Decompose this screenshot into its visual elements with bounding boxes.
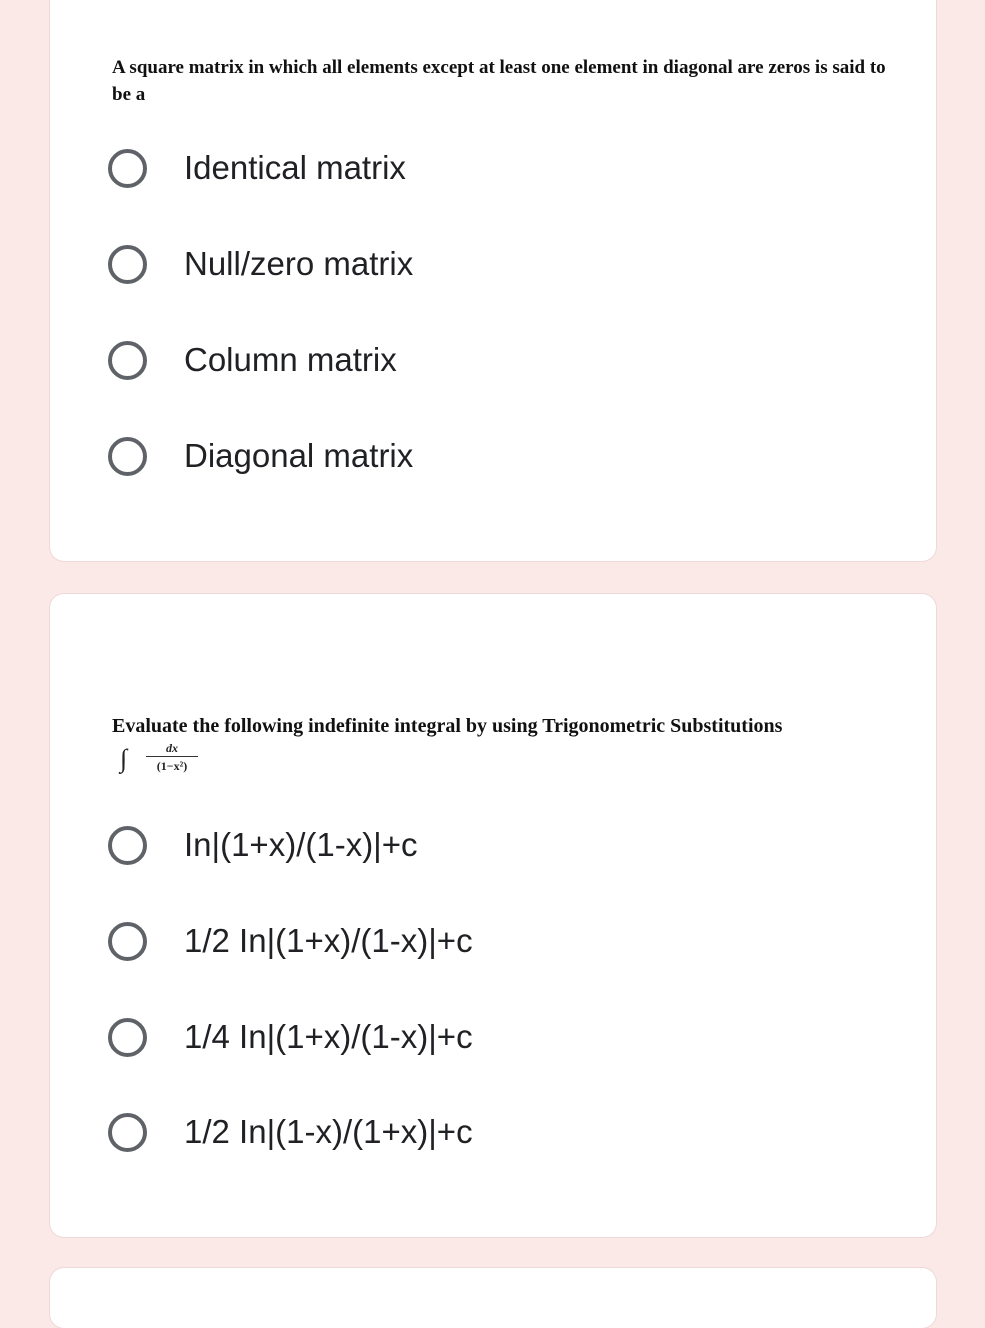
option-label: Identical matrix	[184, 149, 406, 186]
radio-button-icon[interactable]	[108, 922, 147, 961]
formula-fraction	[142, 740, 202, 775]
formula-denominator: (1−x²)	[156, 759, 188, 773]
q1-option-column-matrix[interactable]	[108, 335, 868, 385]
radio-button-icon[interactable]	[108, 1018, 147, 1057]
q1-option-diagonal-matrix[interactable]	[108, 431, 868, 481]
radio-button-icon[interactable]	[108, 245, 147, 284]
q1-option-identical-matrix[interactable]	[108, 143, 868, 193]
q2-option-2[interactable]	[108, 916, 868, 966]
option-label: 1/2 In|(1+x)/(1-x)|+c	[184, 922, 473, 959]
option-label: Column matrix	[184, 341, 397, 378]
radio-button-icon[interactable]	[108, 341, 147, 380]
q2-option-1[interactable]	[108, 820, 868, 870]
radio-button-icon[interactable]	[108, 1113, 147, 1152]
formula-numerator: dx	[166, 741, 178, 755]
question-card-3	[50, 1268, 936, 1328]
radio-button-icon[interactable]	[108, 437, 147, 476]
radio-button-icon[interactable]	[108, 826, 147, 865]
option-label: Null/zero matrix	[184, 245, 414, 282]
q2-option-4[interactable]	[108, 1107, 868, 1157]
option-label: 1/4 In|(1+x)/(1-x)|+c	[184, 1018, 473, 1055]
question-card-1	[50, 0, 936, 561]
question-1-text: A square matrix in which all elements except at least one element in diagonal are zeros is said to be a	[112, 57, 886, 105]
option-label: In|(1+x)/(1-x)|+c	[184, 826, 418, 863]
radio-button-icon[interactable]	[108, 149, 147, 188]
q1-option-null-zero-matrix[interactable]	[108, 239, 868, 289]
question-card-2	[50, 594, 936, 1237]
option-label: 1/2 In|(1-x)/(1+x)|+c	[184, 1113, 473, 1150]
integral-sign: ∫	[120, 744, 128, 773]
q2-option-3[interactable]	[108, 1012, 868, 1062]
question-2-text: Evaluate the following indefinite integral by using Trigonometric Substitutions	[112, 715, 783, 737]
option-label: Diagonal matrix	[184, 437, 414, 474]
